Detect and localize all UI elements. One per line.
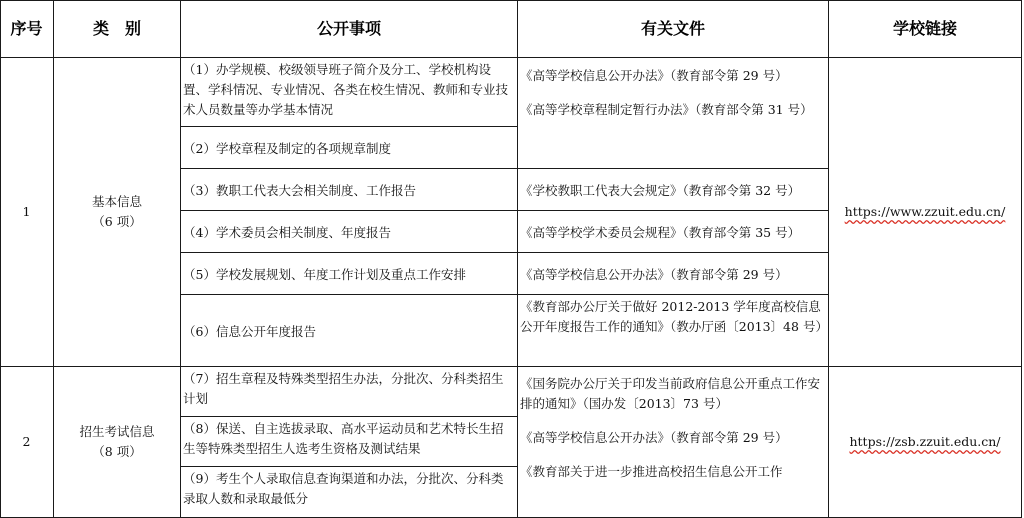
doc-7: 《国务院办公厅关于印发当前政府信息公开重点工作安排的通知》（国办发〔2013〕73 号） <box>520 376 821 411</box>
group-2-category-name: 招生考试信息 <box>79 424 155 439</box>
header-disclosure-items: 公开事项 <box>181 0 518 58</box>
item-6: （6）信息公开年度报告 <box>181 295 518 367</box>
item-8: （8）保送、自主选拔录取、高水平运动员和艺术特长生招生等特殊类型招生人选考生资格及测试结果 <box>181 417 518 467</box>
item-2: （2）学校章程及制定的各项规章制度 <box>181 127 518 169</box>
group-2-category-count: （8 项） <box>92 444 142 459</box>
group-1-category-count: （6 项） <box>92 214 142 229</box>
header-related-documents: 有关文件 <box>518 0 829 58</box>
group-1-serial: 1 <box>0 58 54 367</box>
doc-1: 《高等学校信息公开办法》（教育部令第 29 号） <box>520 68 788 83</box>
item-9: （9）考生个人录取信息查询渠道和办法，分批次、分科类录取人数和录取最低分 <box>181 467 518 518</box>
doc-9: 《教育部关于进一步推进高校招生信息公开工作 <box>520 464 783 479</box>
doc-6: 《教育部办公厅关于做好 2012-2013 学年度高校信息公开年度报告工作的通知》（教办厅函〔2013〕48 号） <box>518 295 829 367</box>
group-2-category <box>54 367 181 518</box>
item-5: （5）学校发展规划、年度工作计划及重点工作安排 <box>181 253 518 295</box>
docs-items-1-2 <box>518 58 829 169</box>
header-category: 类 别 <box>54 0 181 58</box>
item-4: （4）学术委员会相关制度、年度报告 <box>181 211 518 253</box>
doc-8: 《高等学校信息公开办法》（教育部令第 29 号） <box>520 430 788 445</box>
school-website-link[interactable]: https://www.zzuit.edu.cn/ <box>844 204 1006 219</box>
header-serial-number: 序号 <box>0 0 54 58</box>
doc-2: 《高等学校章程制定暂行办法》（教育部令第 31 号） <box>520 102 813 117</box>
group-1-link-cell <box>829 58 1022 367</box>
doc-3: 《学校教职工代表大会规定》（教育部令第 32 号） <box>518 169 829 211</box>
admissions-website-link[interactable]: https://zsb.zzuit.edu.cn/ <box>849 434 1001 449</box>
item-1: （1）办学规模、校级领导班子简介及分工、学校机构设置、学科情况、专业情况、各类在校生情况、教师和专业技术人员数量等办学基本情况 <box>181 58 518 127</box>
header-school-link: 学校链接 <box>829 0 1022 58</box>
group-2-link-cell <box>829 367 1022 518</box>
group-1-category-name: 基本信息 <box>91 194 142 209</box>
item-3: （3）教职工代表大会相关制度、工作报告 <box>181 169 518 211</box>
doc-4: 《高等学校学术委员会规程》（教育部令第 35 号） <box>518 211 829 253</box>
group-2-serial: 2 <box>0 367 54 518</box>
group-1-category <box>54 58 181 367</box>
item-7: （7）招生章程及特殊类型招生办法，分批次、分科类招生计划 <box>181 367 518 417</box>
doc-5: 《高等学校信息公开办法》（教育部令第 29 号） <box>518 253 829 295</box>
docs-items-7-9 <box>518 367 829 518</box>
